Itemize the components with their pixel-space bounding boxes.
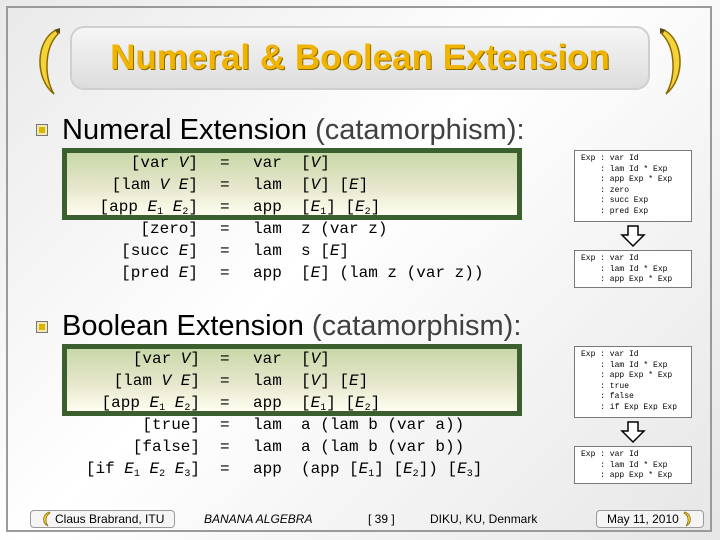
date-text: May 11, 2010: [607, 512, 679, 526]
boolean-grammar-base: Exp : var Id : lam Id * Exp : app Exp * Exp: [574, 446, 692, 484]
footer-institution: DIKU, KU, Denmark: [430, 512, 538, 526]
boolean-lhs-2: [app $E_1$ $E_2$]: [101, 394, 200, 414]
banana-left-icon: [30, 26, 64, 98]
equals-sign: =: [220, 220, 230, 238]
numeral-lhs-3: [zero]: [140, 220, 198, 238]
boolean-lhs-5: [if $E_1$ $E_2$ $E_3$]: [85, 460, 200, 480]
numeral-lhs-5: [pred E]: [121, 264, 198, 282]
numeral-grammar-extended: Exp : var Id : lam Id * Exp : app Exp * Exp : zero : succ Exp : pred Exp: [574, 150, 692, 222]
numeral-lhs-0: [var V]: [130, 154, 198, 172]
boolean-heading-main: Boolean Extension: [62, 310, 304, 342]
banana-small-icon: [683, 511, 693, 527]
boolean-rhs-5: app (app $[E_1]$ $[E_2]$) $[E_3]$: [253, 460, 483, 480]
boolean-lhs-3: [true]: [142, 416, 200, 434]
footer-date: [596, 507, 704, 531]
equals-sign: =: [220, 176, 230, 194]
equals-sign: =: [220, 460, 230, 478]
numeral-rhs-3: lam z (var z): [253, 220, 388, 238]
numeral-lhs-4: [succ E]: [121, 242, 198, 260]
numeral-rhs-4: lam s [E]: [253, 242, 350, 260]
boolean-rhs-2: app $[E_1]$ $[E_2]$: [253, 394, 381, 414]
numeral-rhs-1: lam [V] [E]: [253, 176, 369, 194]
down-arrow-icon: [620, 225, 646, 247]
equals-sign: =: [220, 264, 230, 282]
numeral-heading-main: Numeral Extension: [62, 114, 307, 146]
equals-sign: =: [220, 416, 230, 434]
equals-sign: =: [220, 438, 230, 456]
equals-sign: =: [220, 350, 230, 368]
boolean-lhs-0: [var V]: [132, 350, 200, 368]
boolean-heading: [62, 310, 521, 343]
author-text: Claus Brabrand, ITU: [55, 512, 165, 526]
bullet-icon: [36, 321, 48, 333]
equals-sign: =: [220, 198, 230, 216]
footer-course: BANANA ALGEBRA: [204, 512, 313, 526]
boolean-lhs-1: [lam V E]: [113, 372, 200, 390]
boolean-heading-paren: (catamorphism):: [311, 310, 522, 342]
numeral-rhs-0: var [V]: [253, 154, 330, 172]
boolean-rhs-4: lam a (lam b (var b)): [253, 438, 465, 456]
boolean-rhs-1: lam [V] [E]: [253, 372, 369, 390]
numeral-heading-paren: (catamorphism):: [315, 114, 525, 146]
footer-page-number: [ 39 ]: [368, 512, 395, 526]
numeral-rhs-5: app [E] (lam z (var z)): [253, 264, 484, 282]
equals-sign: =: [220, 394, 230, 412]
down-arrow-icon: [620, 421, 646, 443]
numeral-lhs-2: [app $E_1$ $E_2$]: [99, 198, 198, 218]
numeral-heading: [62, 114, 525, 147]
footer-author: [30, 507, 175, 531]
page-title: Numeral & Boolean Extension: [70, 26, 650, 90]
boolean-rhs-3: lam a (lam b (var a)): [253, 416, 465, 434]
banana-right-icon: [656, 26, 690, 98]
numeral-rhs-2: app $[E_1]$ $[E_2]$: [253, 198, 381, 218]
equals-sign: =: [220, 154, 230, 172]
equals-sign: =: [220, 372, 230, 390]
boolean-grammar-extended: Exp : var Id : lam Id * Exp : app Exp * Exp : true : false : if Exp Exp Exp: [574, 346, 692, 418]
boolean-rhs-0: var [V]: [253, 350, 330, 368]
banana-small-icon: [41, 511, 51, 527]
numeral-lhs-1: [lam V E]: [111, 176, 198, 194]
title-bar: [30, 18, 690, 102]
boolean-lhs-4: [false]: [132, 438, 200, 456]
bullet-icon: [36, 124, 48, 136]
numeral-grammar-base: Exp : var Id : lam Id * Exp : app Exp * Exp: [574, 250, 692, 288]
equals-sign: =: [220, 242, 230, 260]
